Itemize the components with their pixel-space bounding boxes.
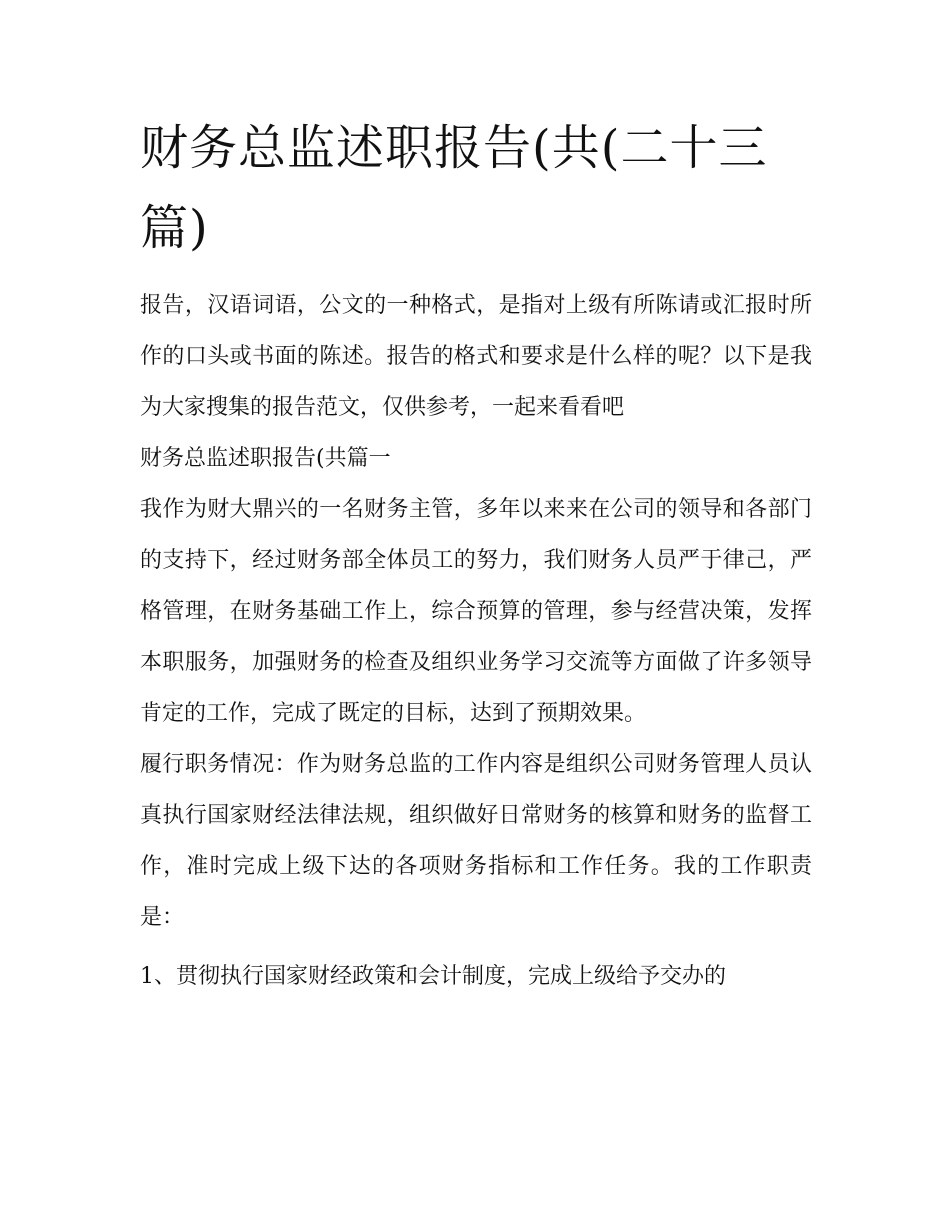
document-page [140, 108, 812, 1002]
body-paragraph-1: 我作为财大鼎兴的一名财务主管，多年以来来在公司的领导和各部门的支持下，经过财务部全体员工的努力，我们财务人员严于律己，严格管理，在财务基础工作上，综合预算的管理，参与经营决策，发挥本职服务，加强财务的检查及组织业务学习交流等方面做了许多领导肯定的工作，完成了既定的目标，达到了预期效果。 [140, 497, 812, 726]
section-heading: 财务总监述职报告(共篇一 [140, 446, 391, 471]
body-paragraph-3: 1、贯彻执行国家财经政策和会计制度，完成上级给予交办的 [140, 964, 726, 989]
intro-paragraph: 报告，汉语词语，公文的一种格式，是指对上级有所陈请或汇报时所作的口头或书面的陈述。报告的格式和要求是什么样的呢？以下是我为大家搜集的报告范文，仅供参考，一起来看看吧 [140, 293, 812, 420]
document-title: 财务总监述职报告(共(二十三篇) [140, 120, 768, 256]
body-paragraph-2: 履行职务情况：作为财务总监的工作内容是组织公司财务管理人员认真执行国家财经法律法规，组织做好日常财务的核算和财务的监督工作，准时完成上级下达的各项财务指标和工作任务。我的工作职责是： [140, 752, 812, 930]
